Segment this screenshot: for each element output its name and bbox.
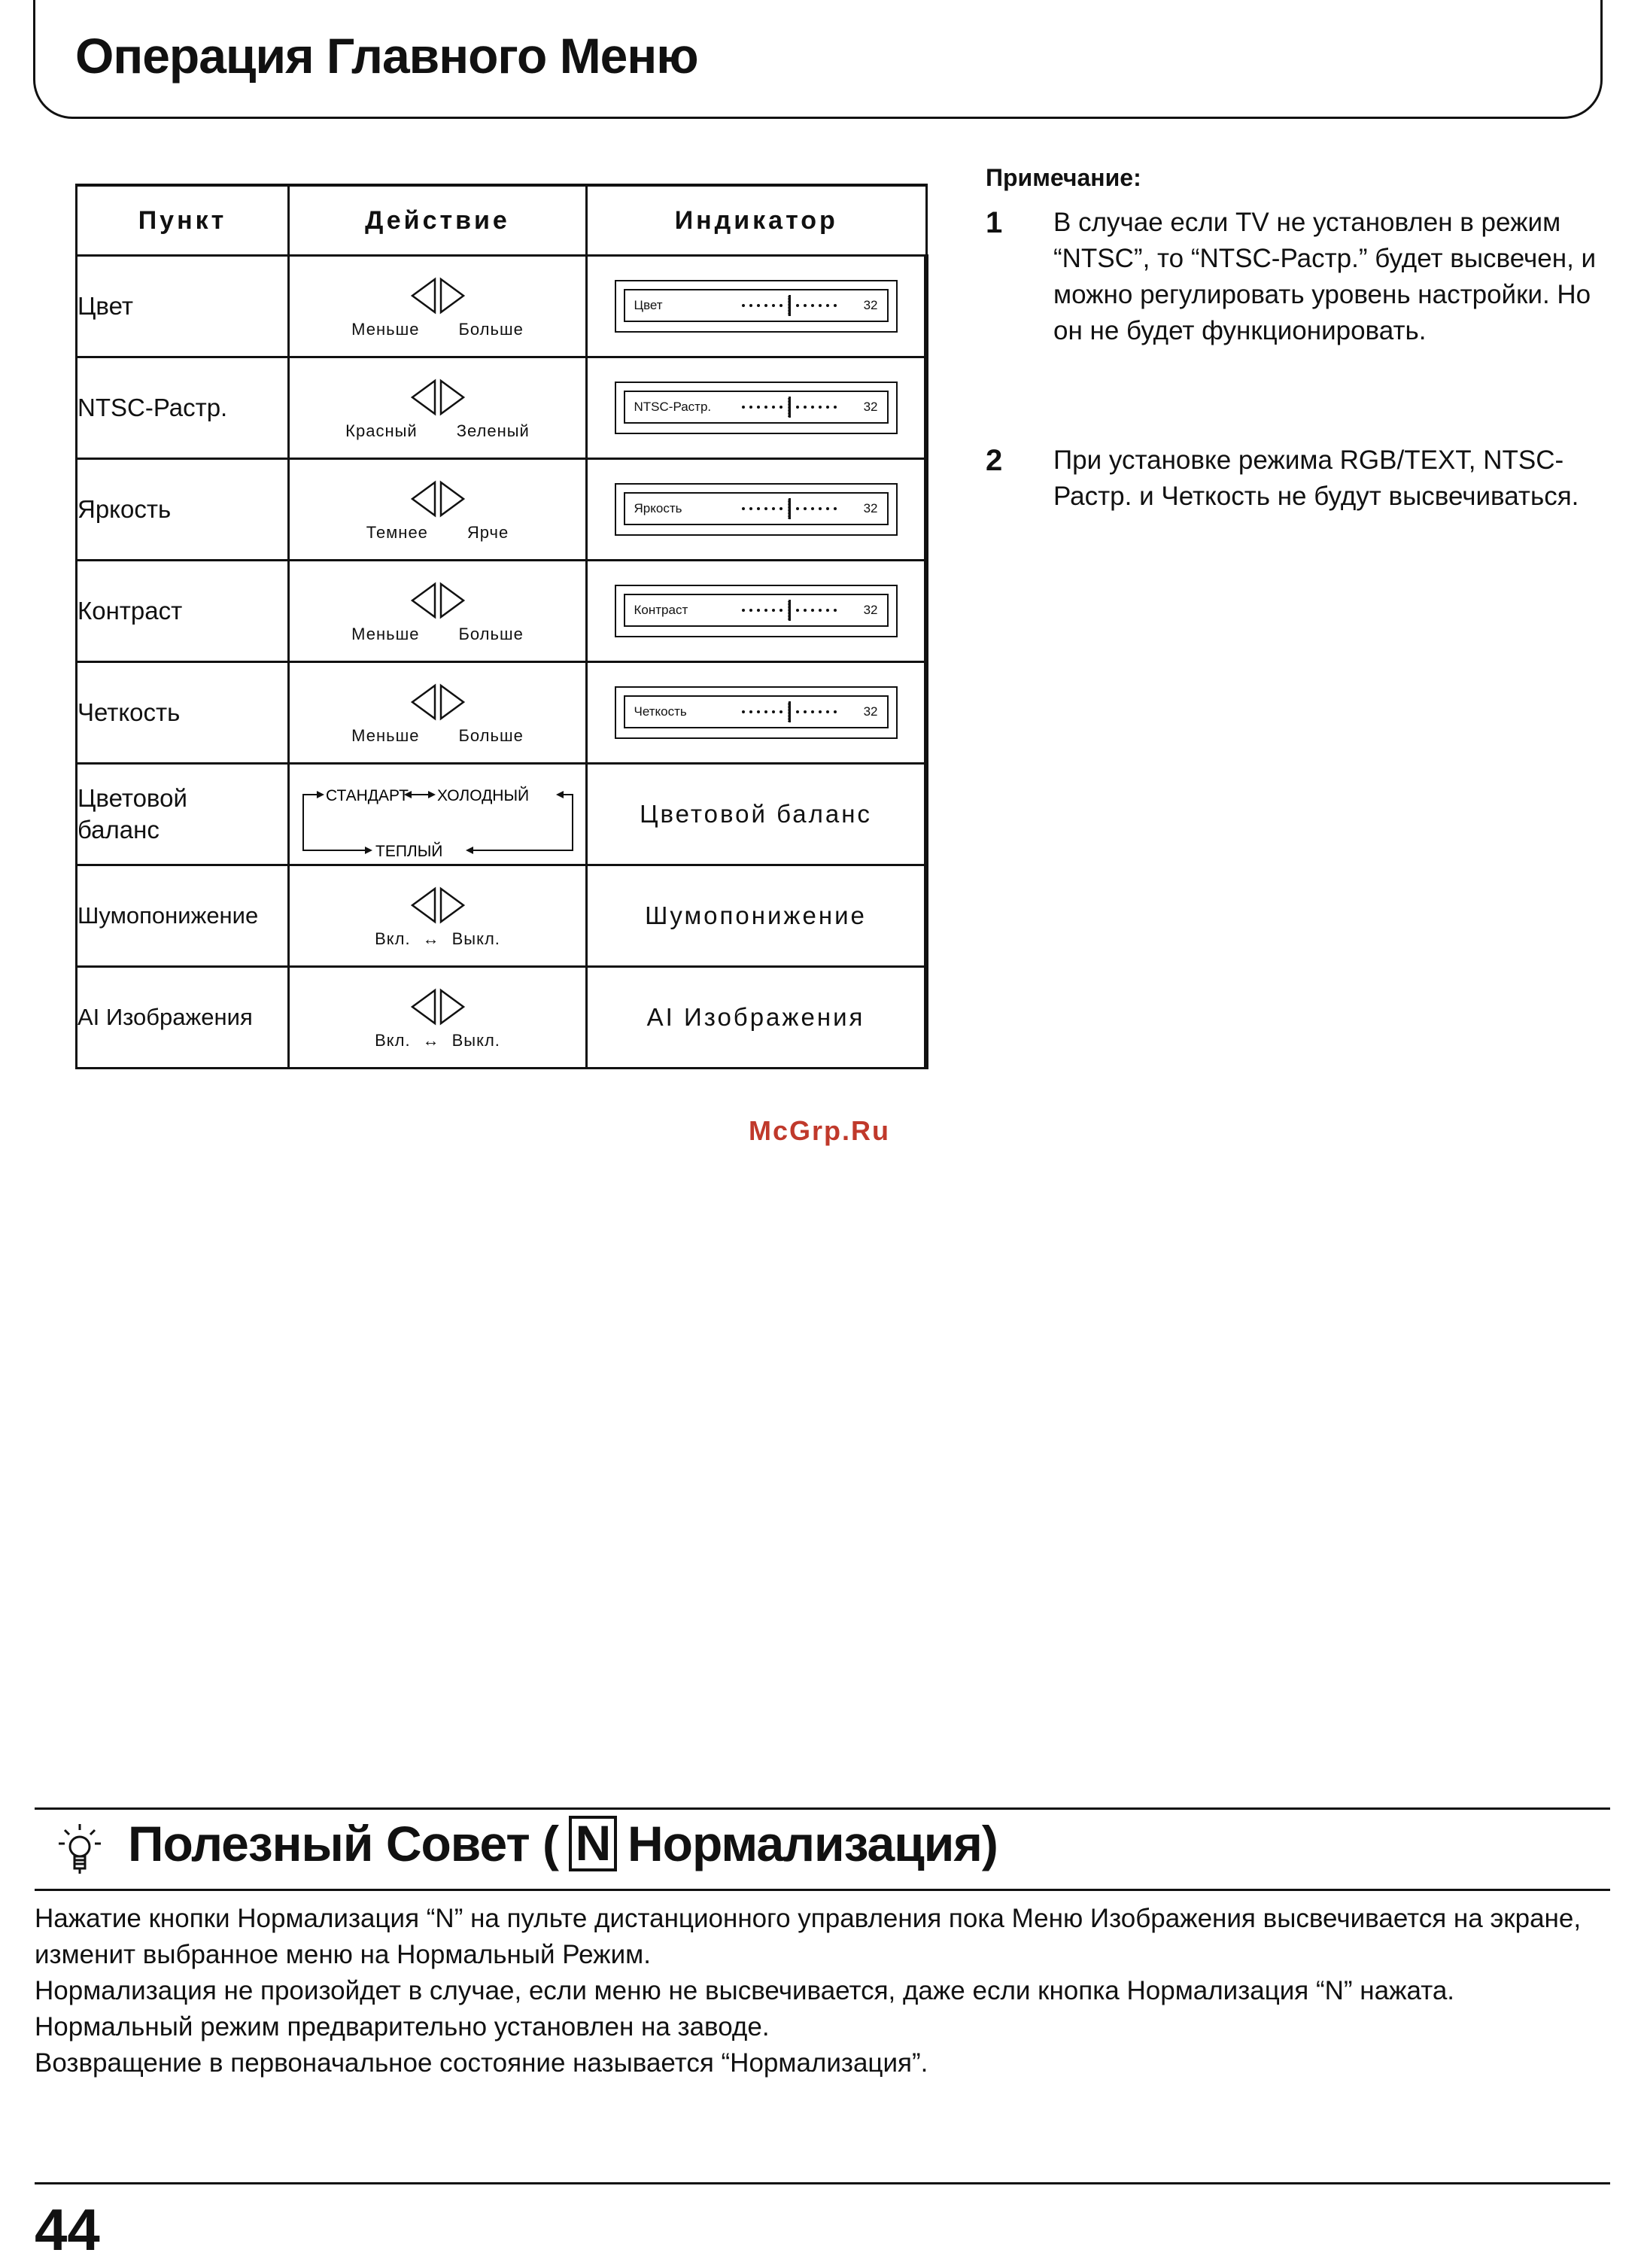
indicator-color-balance: Цветовой баланс — [587, 764, 927, 865]
tip-body — [35, 1901, 1615, 2081]
indicator-display — [615, 483, 898, 536]
menu-table — [75, 184, 928, 1069]
note-number: 2 — [986, 444, 1003, 477]
indicator-name: Контраст — [634, 603, 688, 617]
item-color-balance — [77, 764, 289, 865]
label-right: Ярче — [466, 523, 509, 542]
action-cell — [289, 459, 587, 561]
level-scale-icon — [740, 498, 852, 519]
level-scale-icon — [740, 600, 852, 621]
watermark: McGrp.Ru — [749, 1115, 891, 1146]
left-right-triangle-icon — [290, 984, 585, 1029]
note-number: 1 — [986, 206, 1003, 239]
indicator-display — [615, 280, 898, 333]
note-1 — [986, 205, 1610, 349]
action-cell — [289, 662, 587, 764]
indicator-bar — [624, 289, 889, 322]
label-right: Больше — [458, 320, 524, 339]
item-line2: баланс — [77, 816, 160, 844]
label-off: Выкл. — [451, 929, 500, 948]
tip-title-pre: Полезный Совет ( — [128, 1816, 558, 1871]
indicator-name: NTSC-Растр. — [634, 400, 712, 414]
table-row — [77, 865, 927, 967]
level-scale-icon — [740, 701, 852, 722]
table-row — [77, 256, 927, 357]
header-item: Пункт — [77, 185, 289, 256]
label-right: Зеленый — [456, 421, 530, 440]
label-off: Выкл. — [451, 1031, 500, 1050]
action-labels — [290, 726, 585, 746]
indicator-ai-picture: AI Изображения — [587, 967, 927, 1069]
header-action: Действие — [289, 185, 587, 256]
item-label: Яркость — [77, 459, 289, 561]
on-off-labels — [290, 1031, 585, 1050]
indicator-bar — [624, 492, 889, 525]
note-text: В случае если TV не установлен в режим “NTSC”, то “NTSC-Растр.” будет высвечен, и можно регулировать уровень настройки. Но он не будет функционировать. — [1053, 208, 1597, 345]
n-key-icon: N — [569, 1816, 617, 1871]
label-on: Вкл. — [375, 1031, 411, 1050]
indicator-cell — [587, 662, 927, 764]
tip-title — [128, 1815, 998, 1872]
indicator-bar — [624, 391, 889, 424]
note-title: Примечание: — [986, 164, 1141, 191]
divider-bottom — [35, 1889, 1610, 1891]
item-noise-reduction: Шумопонижение — [77, 865, 289, 967]
table-row — [77, 459, 927, 561]
label-sep: ↔ — [422, 929, 440, 948]
page-number: 44 — [35, 2197, 100, 2263]
indicator-value: 32 — [863, 603, 878, 617]
indicator-name: Яркость — [634, 501, 682, 515]
item-label: Контраст — [77, 561, 289, 662]
action-labels — [290, 320, 585, 339]
action-ai-picture — [289, 967, 587, 1069]
indicator-noise-reduction: Шумопонижение — [587, 865, 927, 967]
indicator-value: 32 — [863, 400, 878, 414]
label-right: Больше — [458, 625, 524, 643]
item-label: Четкость — [77, 662, 289, 764]
indicator-display — [615, 585, 898, 637]
tip-title-post: Нормализация) — [627, 1816, 998, 1871]
action-noise-reduction — [289, 865, 587, 967]
item-line1: Цветовой — [77, 784, 187, 812]
header-indicator: Индикатор — [587, 185, 927, 256]
page-title: Операция Главного Меню — [75, 28, 698, 84]
on-off-labels — [290, 929, 585, 949]
color-balance-cycle-diagram — [290, 765, 585, 864]
table-row — [77, 967, 927, 1069]
left-right-triangle-icon — [290, 679, 585, 725]
left-right-triangle-icon — [290, 375, 585, 420]
indicator-bar — [624, 695, 889, 728]
action-labels — [290, 421, 585, 441]
tip-paragraph: Нормализация не произойдет в случае, если меню не высвечивается, даже если кнопка Нормализация “N” нажата. — [35, 1976, 1455, 2005]
action-labels — [290, 625, 585, 644]
action-labels — [290, 523, 585, 543]
indicator-cell — [587, 357, 927, 459]
tip-paragraph: Возвращение в первоначальное состояние называется “Нормализация”. — [35, 2048, 928, 2078]
indicator-cell — [587, 459, 927, 561]
action-cell — [289, 357, 587, 459]
table-row — [77, 357, 927, 459]
action-color-balance — [289, 764, 587, 865]
footer-rule — [35, 2182, 1610, 2184]
left-right-triangle-icon — [290, 476, 585, 521]
left-right-triangle-icon — [290, 883, 585, 928]
indicator-name: Четкость — [634, 704, 687, 719]
action-cell — [289, 256, 587, 357]
divider-top — [35, 1807, 1610, 1810]
label-left: Меньше — [351, 625, 420, 643]
indicator-value: 32 — [863, 704, 878, 719]
indicator-bar — [624, 594, 889, 627]
indicator-display — [615, 686, 898, 739]
balance-standard: СТАНДАРТ — [326, 787, 409, 804]
balance-cool: ХОЛОДНЫЙ — [437, 787, 530, 804]
action-cell — [289, 561, 587, 662]
tip-paragraph: Нажатие кнопки Нормализация “N” на пульте дистанционного управления пока Меню Изображения высвечивается на экране, изменит выбранное меню на Нормальный Режим. — [35, 1904, 1582, 1969]
left-right-triangle-icon — [290, 273, 585, 318]
label-right: Больше — [458, 726, 524, 745]
note-2 — [986, 442, 1610, 515]
item-label: Цвет — [77, 256, 289, 357]
label-left: Меньше — [351, 320, 420, 339]
label-on: Вкл. — [375, 929, 411, 948]
indicator-value: 32 — [863, 501, 878, 515]
label-left: Красный — [345, 421, 418, 440]
table-header-row — [77, 185, 927, 256]
tip-paragraph: Нормальный режим предварительно установлен на заводе. — [35, 2012, 770, 2042]
table-row — [77, 764, 927, 865]
lightbulb-icon — [57, 1823, 102, 1880]
indicator-cell — [587, 561, 927, 662]
label-left: Темнее — [366, 523, 428, 542]
level-scale-icon — [740, 295, 852, 316]
indicator-name: Цвет — [634, 298, 663, 312]
note-text: При установке режима RGB/TEXT, NTSC-Растр. и Четкость не будут высвечиваться. — [1053, 445, 1579, 511]
label-left: Меньше — [351, 726, 420, 745]
label-sep: ↔ — [422, 1031, 440, 1050]
indicator-value: 32 — [863, 298, 878, 312]
level-scale-icon — [740, 397, 852, 418]
indicator-cell — [587, 256, 927, 357]
left-right-triangle-icon — [290, 578, 585, 623]
table-row — [77, 561, 927, 662]
cycle-arrows-icon — [290, 765, 588, 864]
indicator-display — [615, 382, 898, 434]
item-ai-picture: AI Изображения — [77, 967, 289, 1069]
table-row — [77, 662, 927, 764]
balance-warm: ТЕПЛЫЙ — [375, 843, 443, 860]
item-label: NTSC-Растр. — [77, 357, 289, 459]
